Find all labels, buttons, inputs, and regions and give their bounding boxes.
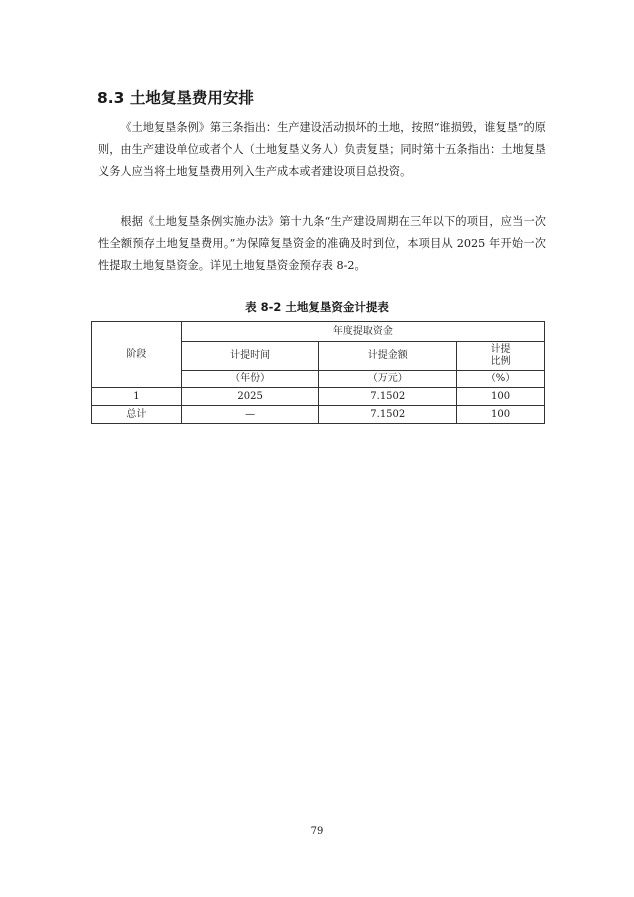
header-ratio: [457, 342, 545, 371]
cell-stage: 总计: [92, 406, 182, 424]
section-number: 8.3: [97, 89, 125, 107]
section-heading: [97, 88, 254, 108]
header-stage: 阶段: [92, 322, 182, 388]
header-ratio-line1: 计提: [490, 344, 511, 355]
paragraph-regulation: 《土地复垦条例》第三条指出：生产建设活动损坏的土地，按照“谁损毁，谁复垦”的原则，由生产建设单位或者个人（土地复垦义务人）负责复垦；同时第十五条指出：土地复垦义务人应当将土地复垦费用列入生产成本或者建设项目总投资。: [98, 121, 546, 179]
cell-time: 2025: [181, 388, 319, 406]
unit-time: （年份）: [181, 371, 319, 388]
section-title: 土地复垦费用安排: [129, 89, 254, 107]
header-ratio-line2: 比例: [490, 356, 511, 367]
cell-stage: 1: [92, 388, 182, 406]
unit-ratio: （%）: [457, 371, 545, 388]
table-caption: 表 8-2 土地复垦资金计提表: [245, 300, 389, 314]
page-number: 79: [310, 826, 324, 837]
cell-ratio: 100: [457, 388, 545, 406]
header-time: 计提时间: [181, 342, 319, 371]
cell-amount: 7.1502: [319, 406, 457, 424]
cell-ratio: 100: [457, 406, 545, 424]
table-row-total: [92, 406, 545, 424]
table-row: [92, 388, 545, 406]
header-amount: 计提金额: [319, 342, 457, 371]
reclamation-fund-table: [91, 321, 545, 424]
cell-amount: 7.1502: [319, 388, 457, 406]
header-annual-fund: 年度提取资金: [181, 322, 544, 342]
cell-time: —: [181, 406, 319, 424]
paragraph-funding-plan: 根据《土地复垦条例实施办法》第十九条“生产建设周期在三年以下的项目，应当一次性全额预存土地复垦费用。”为保障复垦资金的准确及时到位，本项目从 2025 年开始一次性提取土地复垦资金。详见土地复垦资金预存表 8-2。: [98, 215, 546, 273]
unit-amount: （万元）: [319, 371, 457, 388]
